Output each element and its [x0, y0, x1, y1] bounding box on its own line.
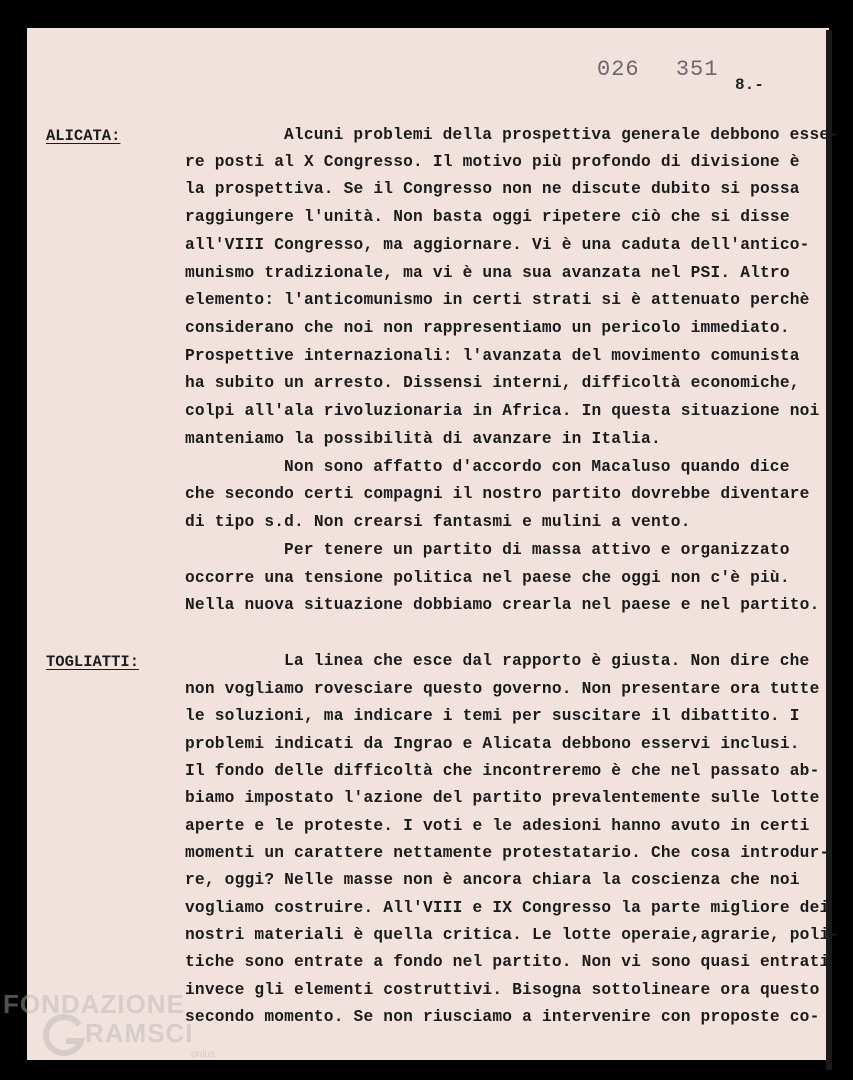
text-line: le soluzioni, ma indicare i temi per suscitare il dibattito. I: [185, 707, 800, 725]
text-line: invece gli elementi costruttivi. Bisogna sottolineare ora questo: [185, 981, 820, 999]
text-line: che secondo certi compagni il nostro partito dovrebbe diventare: [185, 485, 810, 503]
text-line: manteniamo la possibilità di avanzare in Italia.: [185, 430, 661, 448]
text-line: secondo momento. Se non riusciamo a intervenire con proposte co-: [185, 1008, 820, 1026]
text-line: non vogliamo rovesciare questo governo. Non presentare ora tutte: [185, 680, 820, 698]
text-line: occorre una tensione politica nel paese che oggi non c'è più.: [185, 569, 790, 587]
archive-stamp-number-b: 351: [675, 57, 719, 82]
archive-stamp: [597, 57, 718, 82]
gramsci-g-logo-icon: [39, 1011, 89, 1061]
text-line: Alcuni problemi della prospettiva generale debbono esse-: [284, 126, 840, 144]
text-line: raggiungere l'unità. Non basta oggi ripetere ciò che si disse: [185, 208, 790, 226]
text-line: munismo tradizionale, ma vi è una sua avanzata nel PSI. Altro: [185, 264, 790, 282]
text-line: colpi all'ala rivoluzionaria in Africa. In questa situazione noi: [185, 402, 820, 420]
text-line: Il fondo delle difficoltà che incontreremo è che nel passato ab-: [185, 762, 820, 780]
text-line: nostri materiali è quella critica. Le lotte operaie,agrarie, poli-: [185, 926, 840, 944]
text-line: all'VIII Congresso, ma aggiornare. Vi è una caduta dell'antico-: [185, 236, 810, 254]
text-line: momenti un carattere nettamente protestatario. Che cosa introdur-: [185, 844, 830, 862]
text-line: problemi indicati da Ingrao e Alicata debbono esservi inclusi.: [185, 735, 800, 753]
watermark-line3: onlus: [191, 1049, 215, 1060]
text-line: tiche sono entrate a fondo nel partito. Non vi sono quasi entrati: [185, 953, 830, 971]
archive-stamp-number-a: 026: [597, 57, 640, 82]
text-line: Prospettive internazionali: l'avanzata del movimento comunista: [185, 347, 800, 365]
text-line: di tipo s.d. Non crearsi fantasmi e mulini a vento.: [185, 513, 691, 531]
speaker-label-togliatti: TOGLIATTI:: [46, 653, 140, 671]
text-line: elemento: l'anticomunismo in certi strati si è attenuato perchè: [185, 291, 810, 309]
page-number: 8.-: [735, 76, 764, 94]
text-line: considerano che noi non rappresentiamo un pericolo immediato.: [185, 319, 790, 337]
text-line: biamo impostato l'azione del partito prevalentemente sulle lotte: [185, 789, 820, 807]
text-line: ha subito un arresto. Dissensi interni, difficoltà economiche,: [185, 374, 800, 392]
text-line: vogliamo costruire. All'VIII e IX Congresso la parte migliore dei: [185, 899, 830, 917]
text-line: aperte e le proteste. I voti e le adesioni hanno avuto in certi: [185, 817, 810, 835]
speaker-label-alicata: ALICATA:: [46, 127, 121, 145]
text-line: re, oggi? Nelle masse non è ancora chiara la coscienza che noi: [185, 871, 800, 889]
text-line: la prospettiva. Se il Congresso non ne discute dubito si possa: [185, 180, 800, 198]
text-line: Per tenere un partito di massa attivo e organizzato: [284, 541, 790, 559]
watermark-line2: RAMSCI: [85, 1018, 194, 1048]
text-line: Nella nuova situazione dobbiamo crearla nel paese e nel partito.: [185, 596, 820, 614]
text-line: re posti al X Congresso. Il motivo più profondo di divisione è: [185, 153, 800, 171]
text-line: Non sono affatto d'accordo con Macaluso quando dice: [284, 458, 790, 476]
fondazione-gramsci-watermark: [3, 985, 213, 1080]
watermark-line1: FONDAZIONE: [3, 989, 185, 1019]
text-line: La linea che esce dal rapporto è giusta. Non dire che: [284, 652, 810, 670]
